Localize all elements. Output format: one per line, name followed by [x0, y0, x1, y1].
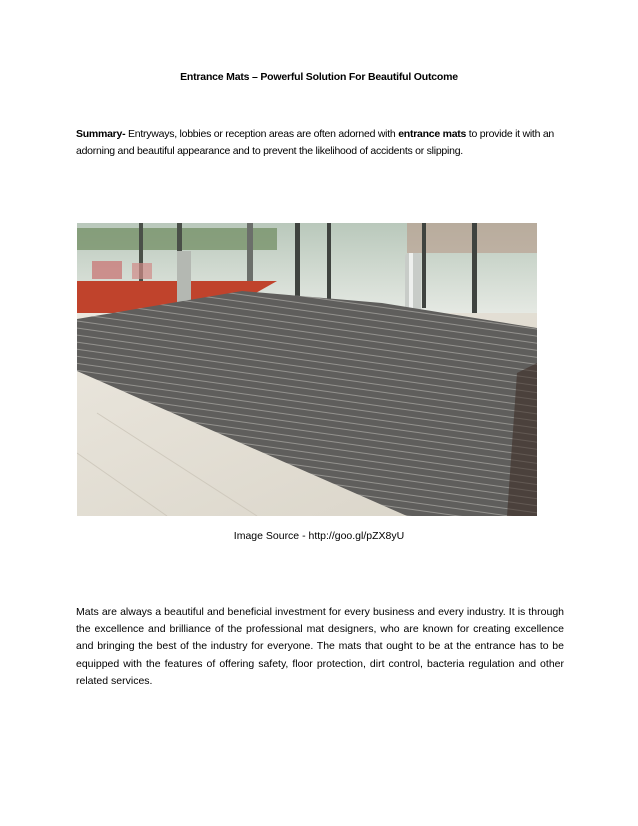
body-paragraph: Mats are always a beautiful and beneficial investment for every business and every industry. It is through the excellence and brilliance of the professional mat designers, who are known for creating excellence and bringing the best of the industry for everyone. The mats that ought to be at the entrance has to be equipped with the features of offering safety, floor protection, dirt control, bacteria regulation and other related services. — [76, 606, 564, 687]
summary-highlight: entrance mats — [398, 128, 467, 140]
summary-text-before: Entryways, lobbies or reception areas are often adorned with — [125, 128, 399, 140]
summary-paragraph — [76, 126, 564, 160]
summary-label: Summary- — [76, 128, 126, 140]
document-title: Entrance Mats – Powerful Solution For Beautiful Outcome — [180, 71, 458, 83]
image-caption: Image Source - http://goo.gl/pZX8yU — [233, 530, 405, 542]
entrance-mat-photo — [77, 223, 537, 516]
summary-text-after: to provide it with an adorning and beautiful appearance and to prevent the likelihood of accidents or slipping. — [76, 128, 555, 157]
